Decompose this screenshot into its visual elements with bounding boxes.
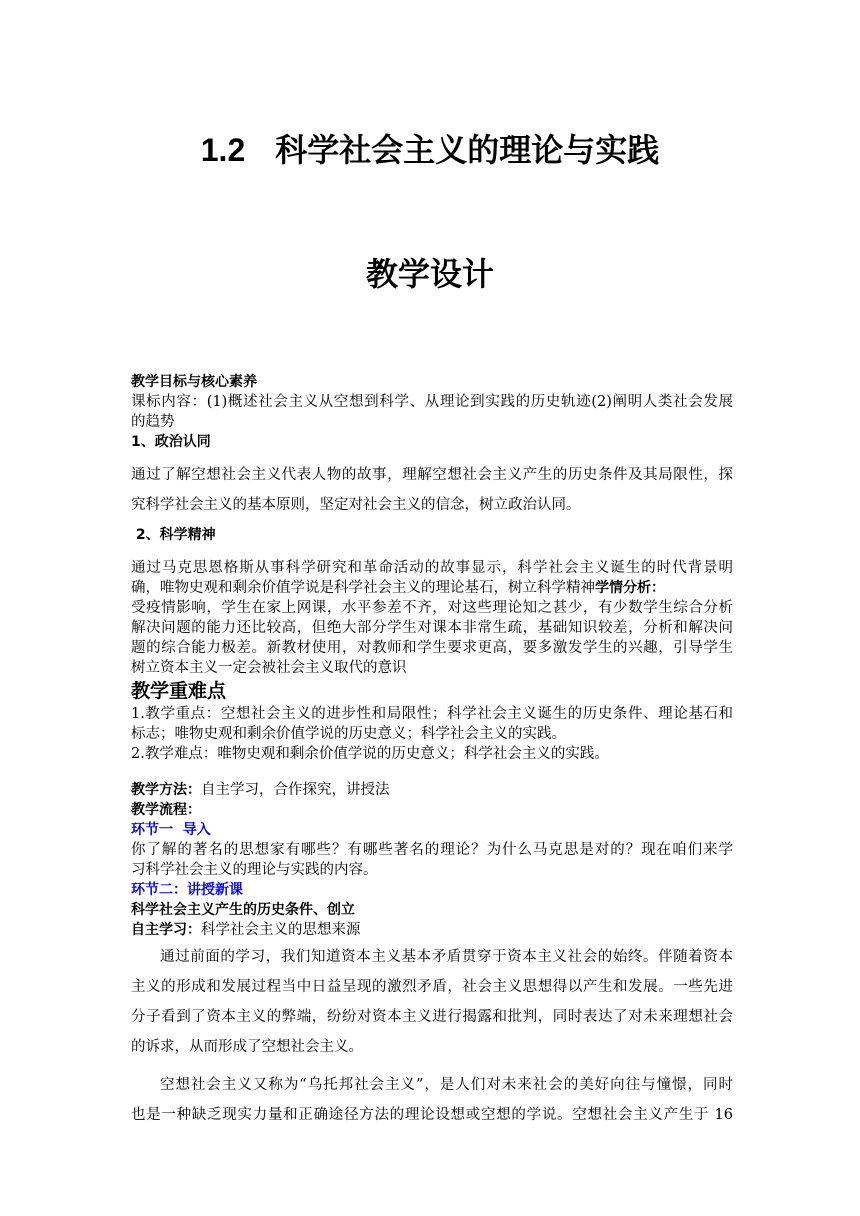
paragraph-one-line-2: 主义的形成和发展过程当中日益呈现的激烈矛盾，社会主义思想得以产生和发展。一些先进: [131, 979, 733, 995]
analysis-line-1: 受疫情影响，学生在家上网课，水平参差不齐，对这些理论知之甚少，有少数学生综合分析: [131, 600, 733, 616]
self-study-value: 科学社会主义的思想来源: [201, 922, 361, 938]
scientific-spirit-heading: 2、科学精神: [131, 527, 216, 543]
lesson-number: 1.2: [200, 132, 246, 168]
step-one-label: 环节一 导入: [131, 822, 211, 838]
key-points-heading: 教学重难点: [131, 680, 227, 702]
step-one-line-1: 你了解的著名的思想家有哪些？有哪些著名的理论？为什么马克思是对的？现在咱们来学: [131, 842, 733, 858]
step-two-topic: 科学社会主义产生的历史条件、创立: [131, 902, 355, 918]
scientific-spirit-text: 确，唯物史观和剩余价值学说是科学社会主义的理论基石，树立科学精神: [131, 580, 595, 596]
teaching-method-value: 自主学习，合作探究，讲授法: [201, 782, 390, 798]
learning-analysis-label: 学情分析：: [595, 580, 665, 596]
goals-heading: 教学目标与核心素养: [131, 374, 257, 390]
analysis-line-3: 题的综合能力极差。新教材使用，对教师和学生要求更高，要多激发学生的兴趣，引导学生: [131, 640, 733, 656]
step-two-label: 环节二：讲授新课: [131, 882, 243, 898]
difficult-points-line: 2.教学难点：唯物史观和剩余价值学说的历史意义；科学社会主义的实践。: [131, 746, 609, 762]
scientific-spirit-line-2: [131, 578, 733, 598]
teaching-method-label: 教学方法：: [131, 782, 201, 798]
document-title: [0, 126, 860, 174]
self-study: [131, 920, 733, 940]
paragraph-one-line-4: 的诉求，从而形成了空想社会主义。: [131, 1039, 363, 1055]
key-points-line-1: 1.教学重点：空想社会主义的进步性和局限性；科学社会主义诞生的历史条件、理论基石和: [131, 706, 733, 722]
political-identity-line-2: 究科学社会主义的基本原则，坚定对社会主义的信念，树立政治认同。: [131, 497, 581, 513]
paragraph-two: [131, 1070, 733, 1130]
lesson-title: 科学社会主义的理论与实践: [275, 132, 660, 168]
paragraph-two-line-2: 也是一种缺乏现实力量和正确途径方法的理论设想或空想的学说。空想社会主义产生于 16: [131, 1107, 733, 1123]
standard-line-2: 的趋势: [131, 414, 175, 430]
key-points-line-2: 标志；唯物史观和剩余价值学说的历史意义；科学社会主义的实践。: [131, 726, 566, 742]
analysis-line-2: 解决问题的能力还比较高，但绝大部分学生对课本非常生疏，基础知识较差，分析和解决问: [131, 620, 733, 636]
analysis-line-4: 树立资本主义一定会被社会主义取代的意识: [131, 660, 407, 676]
paragraph-one: [131, 942, 733, 1062]
scientific-spirit-line-1: 通过马克思恩格斯从事科学研究和革命活动的故事显示，科学社会主义诞生的时代背景明: [131, 560, 733, 576]
self-study-label: 自主学习：: [131, 922, 201, 938]
political-identity-line-1: 通过了解空想社会主义代表人物的故事，理解空想社会主义产生的历史条件及其局限性，探: [131, 467, 733, 483]
document-body: [131, 372, 733, 1130]
document-subtitle: 教学设计: [365, 256, 494, 292]
standard-line-1: 课标内容：(1)概述社会主义从空想到科学、从理论到实践的历史轨迹(2)阐明人类社会发展: [131, 394, 733, 410]
paragraph-two-line-1: 空想社会主义又称为“乌托邦社会主义”，是人们对未来社会的美好向往与憧憬，同时: [160, 1077, 733, 1093]
teaching-flow-label: 教学流程：: [131, 802, 201, 818]
paragraph-one-line-1: 通过前面的学习，我们知道资本主义基本矛盾贯穿于资本主义社会的始终。伴随着资本: [160, 949, 733, 965]
paragraph-one-line-3: 分子看到了资本主义的弊端，纷纷对资本主义进行揭露和批判，同时表达了对未来理想社会: [131, 1009, 733, 1025]
political-identity-heading: 1、政治认同: [131, 434, 211, 450]
teaching-method: [131, 780, 733, 800]
step-one-line-2: 习科学社会主义的理论与实践的内容。: [131, 862, 378, 878]
